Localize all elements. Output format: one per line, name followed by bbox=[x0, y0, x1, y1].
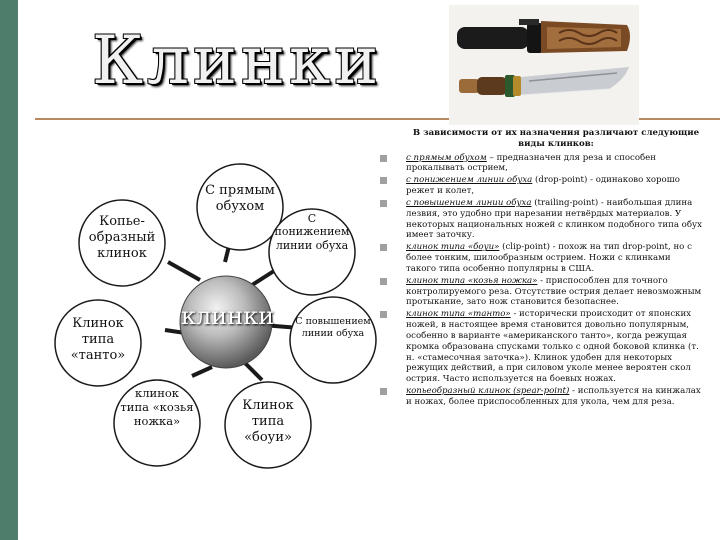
item-term: с повышением линии обуха bbox=[406, 197, 532, 208]
item-description: - приспособлен для точного контролируемого реза. Отсутствие острия делает невозможным протыкание, зато нож становится безопаснее. bbox=[406, 275, 702, 308]
bullet-icon bbox=[380, 244, 387, 251]
item-term: клинок типа «боуи» bbox=[406, 242, 500, 253]
bullet-icon bbox=[380, 278, 387, 285]
item-description: (drop-point) - одинаково хорошо режет и колет, bbox=[406, 175, 680, 197]
node-straight-spine: С прямым обухом bbox=[205, 183, 275, 214]
item-description: (trailing-point) - наибольшая длина лезвия, это удобно при нарезании нетвёрдых материалов. У некоторых национальных ножей с клинком подобного типа обух имеет заточку. bbox=[406, 197, 702, 241]
node-tanto: Клинок типа «танто» bbox=[70, 316, 126, 363]
item-description: - исторически происходит от японских ножей, в настоящее время становится довольно популярным, особенно в варианте «американского танто», когда режущая кромка образована спусками только с одной боковой клинка (т. н. «стамесочная заточка»). Клинок удобен для некоторых режущих действий, а при силовом уколе менее вероятен скол острия. Часто используется на боевых ножах. bbox=[406, 309, 699, 385]
list-item bbox=[372, 386, 702, 408]
bullet-icon bbox=[380, 200, 387, 207]
description-panel bbox=[372, 128, 702, 409]
item-term: клинок типа «козья ножка» bbox=[406, 275, 538, 286]
list-item bbox=[372, 198, 702, 241]
slide-title: Клинки bbox=[92, 22, 383, 99]
list-item bbox=[372, 276, 702, 308]
node-drop-point: С понижением линии обуха bbox=[274, 212, 350, 252]
item-description: (clip-point) - похож на тип drop-point, но с более тонким, шилообразным острием. Ножи с клинками такого типа особенно популярны в США. bbox=[406, 242, 692, 274]
item-term: копьеобразный клинок (spear-point) bbox=[406, 386, 570, 397]
item-description: – предназначен для реза и способен прокалывать острием, bbox=[406, 152, 656, 174]
bullet-icon bbox=[380, 177, 387, 184]
list-item bbox=[372, 309, 702, 385]
node-spear-point: Копье-образный клинок bbox=[88, 214, 156, 261]
bullet-icon bbox=[380, 155, 387, 162]
node-trailing-point: С повышением линии обуха bbox=[295, 316, 371, 339]
bullet-icon bbox=[380, 311, 387, 318]
item-term: клинок типа «танто» bbox=[406, 309, 511, 320]
list-item bbox=[372, 242, 702, 274]
list-item bbox=[372, 175, 702, 197]
item-description: - используется на кинжалах и ножах, более приспособленных для укола, чем для реза. bbox=[406, 386, 701, 407]
intro-text: В зависимости от их назначения различают следующие виды клинков: bbox=[412, 128, 700, 149]
item-term: с понижением линии обуха bbox=[406, 175, 533, 186]
node-circle-povyshenny bbox=[290, 297, 376, 383]
item-term: с прямым обухом bbox=[406, 152, 487, 163]
bullet-icon bbox=[380, 388, 387, 395]
diagram-center-label: клинки bbox=[181, 302, 275, 330]
list-item bbox=[372, 153, 702, 175]
node-sheepsfoot: клинок типа «козья ножка» bbox=[120, 386, 194, 429]
node-bowie: Клинок типа «боуи» bbox=[242, 398, 294, 445]
blade-type-list bbox=[372, 153, 702, 408]
